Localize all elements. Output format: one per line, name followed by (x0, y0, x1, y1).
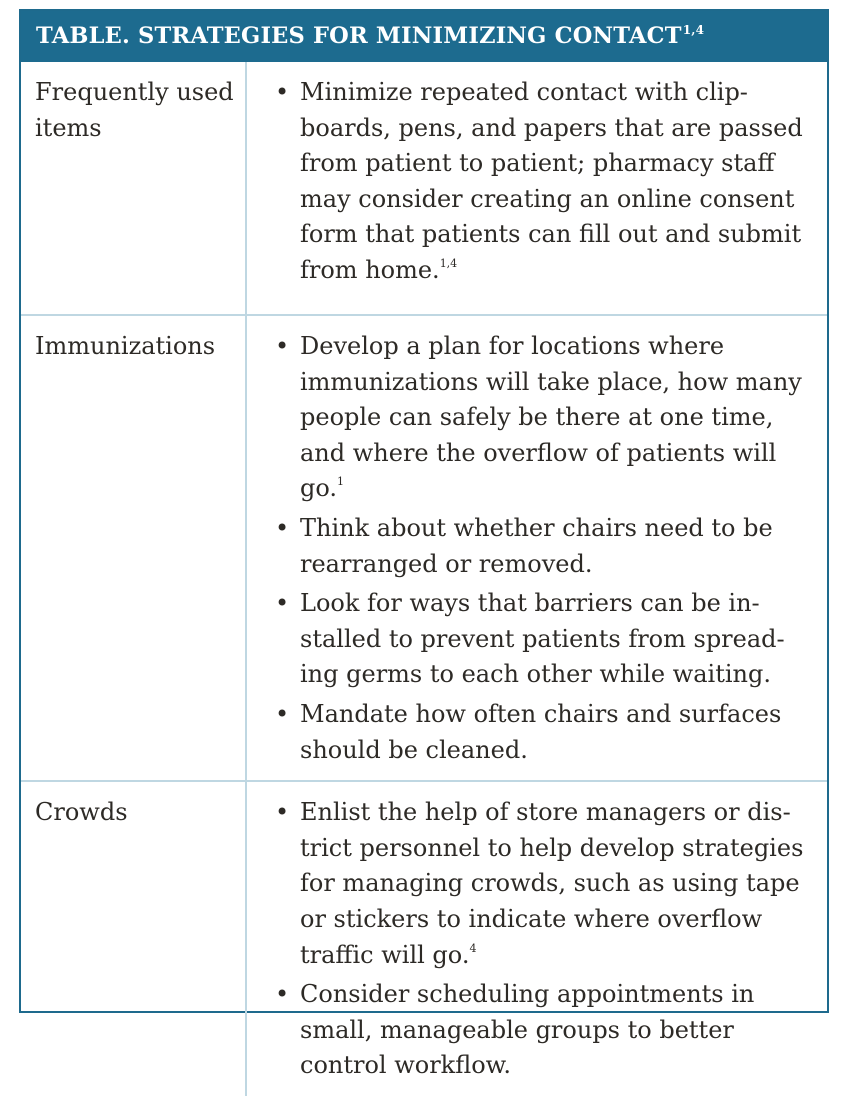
bullet-icon: • (275, 513, 290, 542)
row-label: Immunizations (21, 315, 246, 781)
list-item-text: Minimize repeated contact with clip-boards, pens, and papers that are passed from patient to patient; pharmacy staff may consider creating an online consent form that patients can fill out and submit from home. (300, 78, 803, 284)
table-title (21, 11, 827, 62)
list-item-text: Develop a plan for locations where immunizations will take place, how many people can safely be there at one time, and where the overflow of patients will go. (300, 332, 802, 503)
strategies-table (19, 9, 829, 1080)
table-title-reference: 1,4 (682, 23, 705, 37)
bullet-icon: • (275, 332, 290, 360)
list-item (272, 795, 817, 973)
bullet-list (272, 795, 817, 1084)
list-item (272, 329, 817, 507)
reference-superscript: 1 (337, 475, 345, 489)
list-item (272, 511, 817, 582)
bullet-list (272, 75, 817, 289)
list-item-text: Mandate how often chairs and surfaces should be cleaned. (300, 699, 782, 764)
reference-superscript: 4 (469, 941, 477, 955)
table-title-text: TABLE. STRATEGIES FOR MINIMIZING CONTACT (36, 23, 682, 49)
row-label: Frequently used items (21, 62, 246, 315)
table-row (21, 315, 827, 781)
list-item-text: Enlist the help of store managers or dis-trict personnel to help develop strategies for managing crowds, such as using tape or stickers to indicate where overflow traffic will go. (300, 798, 804, 969)
table-row (21, 62, 827, 315)
bullet-icon: • (275, 78, 290, 106)
list-item-text: Look for ways that barriers can be in-stalled to prevent patients from spread-ing germs to each other while waiting. (300, 589, 785, 689)
bullet-icon: • (275, 589, 290, 618)
strategies-grid (21, 62, 827, 1096)
list-item-text: Consider scheduling appointments in small, manageable groups to better control workflow. (300, 980, 755, 1080)
bullet-icon: • (275, 798, 290, 827)
row-content (246, 62, 827, 315)
bullet-list (272, 329, 817, 768)
list-item (272, 586, 817, 693)
bullet-icon: • (275, 980, 290, 1009)
row-content (246, 781, 827, 1096)
row-content (246, 315, 827, 781)
list-item (272, 977, 817, 1084)
list-item-text: Think about whether chairs need to be rearranged or removed. (300, 513, 773, 578)
list-item (272, 75, 817, 289)
list-item (272, 697, 817, 768)
table-row (21, 781, 827, 1096)
row-label: Crowds (21, 781, 246, 1096)
reference-superscript: 1,4 (439, 256, 458, 270)
bullet-icon: • (275, 699, 290, 728)
